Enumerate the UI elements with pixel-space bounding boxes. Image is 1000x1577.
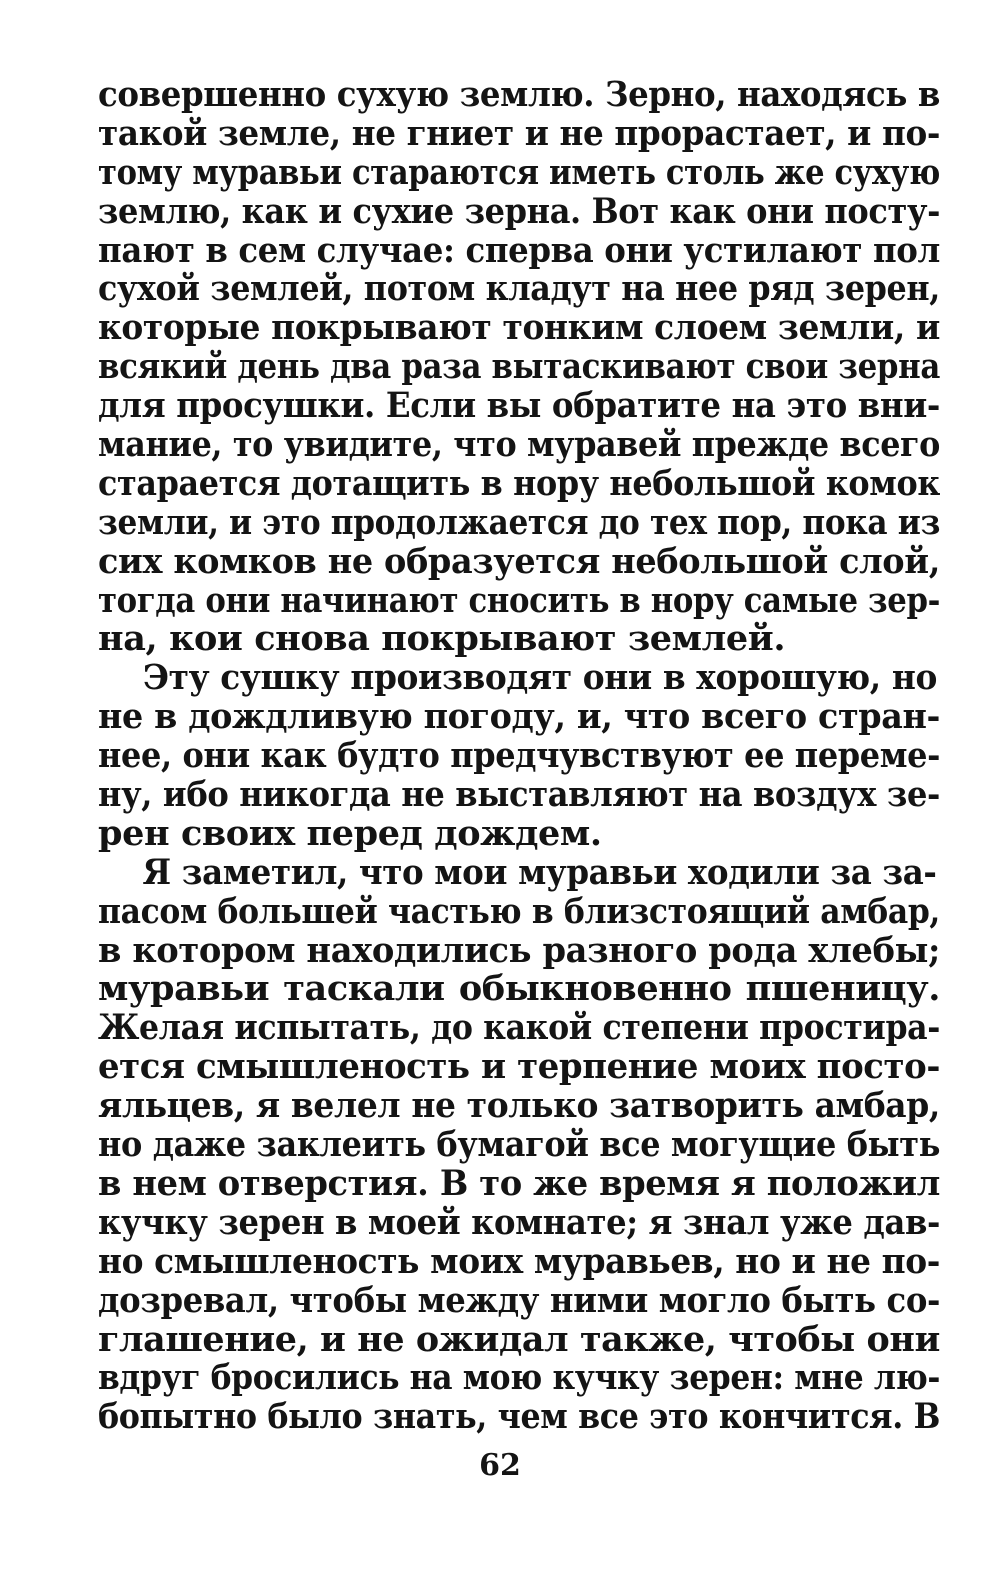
text-line: вдруг бросились на мою кучку зерен: мне лю- xyxy=(98,1357,940,1399)
text-line: совершенно сухую землю. Зерно, находясь в xyxy=(98,74,940,115)
text-line: тому муравьи стараются иметь столь же сухую xyxy=(98,151,940,193)
text-line: земли, и это продолжается до тех пор, пока из xyxy=(98,501,940,543)
text-line: Желая испытать, до какой степени простира- xyxy=(98,1007,940,1049)
text-line: глашение, и не ожидал также, чтобы они xyxy=(98,1318,940,1360)
text-line: не в дождливую погоду, и, что всего стран- xyxy=(98,696,940,738)
text-line: муравьи таскали обыкновенно пшеницу. xyxy=(98,968,940,1010)
text-line: яльцев, я велел не только затворить амбар, xyxy=(98,1085,940,1127)
text-line: бопытно было знать, чем все это кончится. В xyxy=(98,1396,940,1438)
text-line: пают в сем случае: сперва они устилают пол xyxy=(98,229,940,271)
text-line: землю, как и сухие зерна. Вот как они посту- xyxy=(98,190,940,232)
text-line: ется смышленость и терпение моих посто- xyxy=(98,1046,940,1088)
text-line: тогда они начинают сносить в нору самые зер- xyxy=(98,579,940,621)
text-line: Я заметил, что мои муравьи ходили за за- xyxy=(142,851,937,893)
page-number: 62 xyxy=(479,1448,521,1483)
text-line: пасом большей частью в близстоящий амбар, xyxy=(98,890,940,932)
text-line: такой земле, не гниет и не прорастает, и по- xyxy=(98,112,940,154)
text-line: но смышленость моих муравьев, но и не по- xyxy=(98,1240,940,1282)
text-line: в нем отверстия. В то же время я положил xyxy=(98,1162,940,1204)
text-line: старается дотащить в нору небольшой комок xyxy=(98,462,940,504)
text-line: всякий день два раза вытаскивают свои зерна xyxy=(98,346,940,388)
text-line: в котором находились разного рода хлебы; xyxy=(98,929,940,971)
text-line: рен своих перед дождем. xyxy=(98,812,602,854)
text-line: мание, то увидите, что муравей прежде всего xyxy=(98,424,940,466)
text-line: ну, ибо никогда не выставляют на воздух зе- xyxy=(98,774,940,816)
text-line: но даже заклеить бумагой все могущие быть xyxy=(98,1124,940,1166)
text-line: сухой землей, потом кладут на нее ряд зерен, xyxy=(98,268,940,310)
text-line: сих комков не образуется небольшой слой, xyxy=(98,540,940,582)
body-text xyxy=(98,76,940,1437)
text-line: Эту сушку производят они в хорошую, но xyxy=(142,657,937,699)
text-line: на, кои снова покрывают землей. xyxy=(98,618,786,660)
text-line: кучку зерен в моей комнате; я знал уже дав- xyxy=(98,1201,940,1243)
text-line: дозревал, чтобы между ними могло быть со- xyxy=(98,1279,940,1321)
text-line: которые покрывают тонким слоем земли, и xyxy=(98,307,940,349)
text-line: для просушки. Если вы обратите на это вни- xyxy=(98,385,940,427)
text-line: нее, они как будто предчувствуют ее переме- xyxy=(98,735,940,777)
